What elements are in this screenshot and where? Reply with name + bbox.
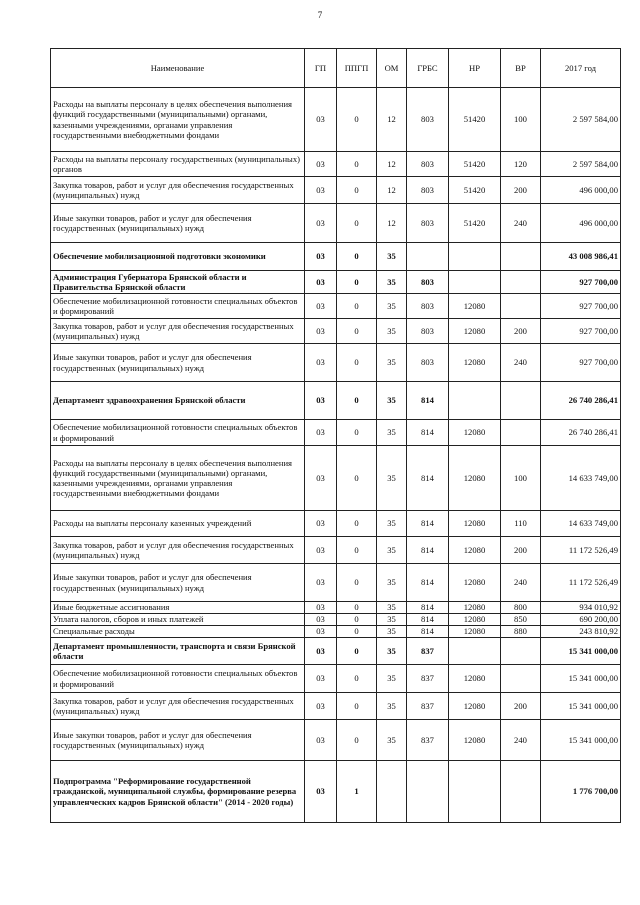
budget-table xyxy=(50,48,621,823)
cell-om: 35 xyxy=(377,614,407,626)
cell-vr: 200 xyxy=(501,177,541,204)
cell-vr xyxy=(501,382,541,420)
cell-name: Расходы на выплаты персоналу в целях обеспечения выполнения функций государственными (муниципальными) органами, казенными учреждениями, органами управления государственными внебюджетными фондами xyxy=(51,446,305,511)
cell-vr: 200 xyxy=(501,693,541,720)
cell-name: Иные закупки товаров, работ и услуг для обеспечения государственных (муниципальных) нужд xyxy=(51,344,305,382)
cell-gp: 03 xyxy=(305,152,337,177)
cell-grbs: 814 xyxy=(407,420,449,446)
cell-vr: 240 xyxy=(501,720,541,761)
cell-vr xyxy=(501,761,541,823)
cell-om: 35 xyxy=(377,720,407,761)
cell-vr: 200 xyxy=(501,537,541,564)
cell-sum: 496 000,00 xyxy=(541,204,621,243)
cell-name: Департамент промышленности, транспорта и связи Брянской области xyxy=(51,638,305,665)
cell-name: Расходы на выплаты персоналу государственных (муниципальных) органов xyxy=(51,152,305,177)
cell-grbs: 803 xyxy=(407,271,449,294)
cell-vr xyxy=(501,665,541,693)
cell-ppgp: 0 xyxy=(337,446,377,511)
cell-ppgp: 0 xyxy=(337,720,377,761)
cell-vr: 240 xyxy=(501,204,541,243)
cell-name: Иные бюджетные ассигнования xyxy=(51,602,305,614)
cell-name: Иные закупки товаров, работ и услуг для обеспечения государственных (муниципальных) нужд xyxy=(51,564,305,602)
cell-vr: 100 xyxy=(501,88,541,152)
cell-om: 35 xyxy=(377,665,407,693)
cell-sum: 927 700,00 xyxy=(541,319,621,344)
cell-gp: 03 xyxy=(305,382,337,420)
cell-nr xyxy=(449,271,501,294)
cell-nr: 12080 xyxy=(449,626,501,638)
cell-sum: 11 172 526,49 xyxy=(541,564,621,602)
cell-name: Обеспечение мобилизационной готовности специальных объектов и формирований xyxy=(51,665,305,693)
cell-om: 35 xyxy=(377,243,407,271)
cell-name: Уплата налогов, сборов и иных платежей xyxy=(51,614,305,626)
cell-name: Закупка товаров, работ и услуг для обеспечения государственных (муниципальных) нужд xyxy=(51,177,305,204)
cell-vr: 240 xyxy=(501,344,541,382)
cell-om: 12 xyxy=(377,177,407,204)
cell-sum: 15 341 000,00 xyxy=(541,665,621,693)
cell-nr: 12080 xyxy=(449,614,501,626)
cell-nr: 12080 xyxy=(449,693,501,720)
cell-gp: 03 xyxy=(305,564,337,602)
cell-vr: 850 xyxy=(501,614,541,626)
cell-ppgp: 0 xyxy=(337,693,377,720)
header-vr: ВР xyxy=(501,49,541,88)
cell-grbs: 803 xyxy=(407,344,449,382)
table-row xyxy=(51,177,621,204)
cell-name: Иные закупки товаров, работ и услуг для обеспечения государственных (муниципальных) нужд xyxy=(51,204,305,243)
cell-ppgp: 0 xyxy=(337,564,377,602)
cell-vr: 110 xyxy=(501,511,541,537)
cell-om: 35 xyxy=(377,564,407,602)
cell-nr xyxy=(449,243,501,271)
cell-name: Закупка товаров, работ и услуг для обеспечения государственных (муниципальных) нужд xyxy=(51,693,305,720)
cell-gp: 03 xyxy=(305,420,337,446)
cell-grbs: 803 xyxy=(407,294,449,319)
table-row xyxy=(51,294,621,319)
cell-nr: 12080 xyxy=(449,720,501,761)
cell-grbs xyxy=(407,243,449,271)
cell-gp: 03 xyxy=(305,344,337,382)
table-body xyxy=(51,88,621,823)
cell-ppgp: 0 xyxy=(337,294,377,319)
cell-vr xyxy=(501,271,541,294)
cell-ppgp: 0 xyxy=(337,537,377,564)
cell-nr: 51420 xyxy=(449,152,501,177)
cell-vr: 200 xyxy=(501,319,541,344)
table-row xyxy=(51,382,621,420)
cell-sum: 927 700,00 xyxy=(541,294,621,319)
cell-gp: 03 xyxy=(305,665,337,693)
cell-gp: 03 xyxy=(305,177,337,204)
cell-ppgp: 0 xyxy=(337,177,377,204)
cell-nr: 51420 xyxy=(449,204,501,243)
cell-nr: 12080 xyxy=(449,564,501,602)
cell-name: Обеспечение мобилизационной подготовки экономики xyxy=(51,243,305,271)
cell-om: 35 xyxy=(377,271,407,294)
cell-sum: 15 341 000,00 xyxy=(541,693,621,720)
cell-nr: 12080 xyxy=(449,420,501,446)
cell-gp: 03 xyxy=(305,614,337,626)
cell-nr: 12080 xyxy=(449,344,501,382)
cell-ppgp: 0 xyxy=(337,602,377,614)
cell-grbs: 814 xyxy=(407,614,449,626)
cell-sum: 26 740 286,41 xyxy=(541,420,621,446)
cell-sum: 11 172 526,49 xyxy=(541,537,621,564)
cell-grbs: 803 xyxy=(407,319,449,344)
cell-ppgp: 0 xyxy=(337,243,377,271)
table-row xyxy=(51,511,621,537)
cell-om: 35 xyxy=(377,626,407,638)
cell-grbs: 837 xyxy=(407,638,449,665)
cell-grbs: 814 xyxy=(407,564,449,602)
cell-ppgp: 0 xyxy=(337,614,377,626)
cell-gp: 03 xyxy=(305,319,337,344)
cell-grbs: 803 xyxy=(407,152,449,177)
cell-sum: 690 200,00 xyxy=(541,614,621,626)
cell-nr: 12080 xyxy=(449,665,501,693)
cell-name: Специальные расходы xyxy=(51,626,305,638)
cell-grbs: 803 xyxy=(407,204,449,243)
table-row xyxy=(51,564,621,602)
cell-ppgp: 0 xyxy=(337,420,377,446)
cell-nr: 12080 xyxy=(449,446,501,511)
cell-gp: 03 xyxy=(305,511,337,537)
cell-grbs: 814 xyxy=(407,602,449,614)
cell-name: Иные закупки товаров, работ и услуг для обеспечения государственных (муниципальных) нужд xyxy=(51,720,305,761)
cell-vr: 800 xyxy=(501,602,541,614)
cell-ppgp: 0 xyxy=(337,665,377,693)
cell-nr: 12080 xyxy=(449,294,501,319)
cell-sum: 14 633 749,00 xyxy=(541,511,621,537)
cell-vr xyxy=(501,294,541,319)
table-row xyxy=(51,638,621,665)
table-row xyxy=(51,420,621,446)
cell-gp: 03 xyxy=(305,294,337,319)
table-row xyxy=(51,152,621,177)
cell-sum: 927 700,00 xyxy=(541,344,621,382)
cell-ppgp: 0 xyxy=(337,204,377,243)
header-om: ОМ xyxy=(377,49,407,88)
cell-nr xyxy=(449,638,501,665)
table-row xyxy=(51,693,621,720)
cell-nr: 12080 xyxy=(449,319,501,344)
cell-vr: 100 xyxy=(501,446,541,511)
cell-om: 35 xyxy=(377,602,407,614)
table-row xyxy=(51,602,621,614)
cell-grbs: 814 xyxy=(407,446,449,511)
cell-name: Расходы на выплаты персоналу в целях обеспечения выполнения функций государственными (муниципальными) органами, казенными учреждениями, органами управления государственными внебюджетными фондами xyxy=(51,88,305,152)
cell-gp: 03 xyxy=(305,626,337,638)
header-year: 2017 год xyxy=(541,49,621,88)
cell-name: Расходы на выплаты персоналу казенных учреждений xyxy=(51,511,305,537)
cell-gp: 03 xyxy=(305,602,337,614)
cell-ppgp: 0 xyxy=(337,319,377,344)
cell-vr: 880 xyxy=(501,626,541,638)
cell-nr: 12080 xyxy=(449,511,501,537)
cell-sum: 26 740 286,41 xyxy=(541,382,621,420)
cell-vr xyxy=(501,638,541,665)
cell-vr: 120 xyxy=(501,152,541,177)
cell-sum: 1 776 700,00 xyxy=(541,761,621,823)
table-row xyxy=(51,204,621,243)
cell-sum: 15 341 000,00 xyxy=(541,638,621,665)
cell-sum: 14 633 749,00 xyxy=(541,446,621,511)
table-row xyxy=(51,446,621,511)
cell-gp: 03 xyxy=(305,720,337,761)
cell-sum: 934 010,92 xyxy=(541,602,621,614)
cell-gp: 03 xyxy=(305,446,337,511)
cell-ppgp: 0 xyxy=(337,271,377,294)
cell-grbs: 814 xyxy=(407,382,449,420)
table-row xyxy=(51,537,621,564)
header-nr: НР xyxy=(449,49,501,88)
cell-name: Департамент здравоохранения Брянской области xyxy=(51,382,305,420)
cell-ppgp: 0 xyxy=(337,626,377,638)
cell-ppgp: 0 xyxy=(337,344,377,382)
cell-grbs: 803 xyxy=(407,88,449,152)
cell-om: 35 xyxy=(377,638,407,665)
table-row xyxy=(51,614,621,626)
cell-name: Закупка товаров, работ и услуг для обеспечения государственных (муниципальных) нужд xyxy=(51,537,305,564)
table-row xyxy=(51,271,621,294)
table-row xyxy=(51,243,621,271)
cell-gp: 03 xyxy=(305,271,337,294)
cell-om: 35 xyxy=(377,420,407,446)
cell-sum: 243 810,92 xyxy=(541,626,621,638)
cell-vr xyxy=(501,243,541,271)
cell-nr: 51420 xyxy=(449,88,501,152)
cell-gp: 03 xyxy=(305,204,337,243)
cell-nr: 12080 xyxy=(449,602,501,614)
table-row xyxy=(51,720,621,761)
cell-sum: 927 700,00 xyxy=(541,271,621,294)
cell-sum: 15 341 000,00 xyxy=(541,720,621,761)
cell-ppgp: 0 xyxy=(337,88,377,152)
cell-nr xyxy=(449,382,501,420)
cell-nr xyxy=(449,761,501,823)
cell-name: Обеспечение мобилизационной готовности специальных объектов и формирований xyxy=(51,420,305,446)
header-row xyxy=(51,49,621,88)
table-row xyxy=(51,88,621,152)
cell-om: 35 xyxy=(377,537,407,564)
cell-om xyxy=(377,761,407,823)
table-row xyxy=(51,626,621,638)
cell-grbs xyxy=(407,761,449,823)
cell-ppgp: 0 xyxy=(337,511,377,537)
cell-om: 12 xyxy=(377,88,407,152)
cell-ppgp: 0 xyxy=(337,638,377,665)
table-row xyxy=(51,665,621,693)
cell-grbs: 803 xyxy=(407,177,449,204)
header-ppgp: ППГП xyxy=(337,49,377,88)
header-grbs: ГРБС xyxy=(407,49,449,88)
cell-grbs: 814 xyxy=(407,511,449,537)
cell-om: 35 xyxy=(377,446,407,511)
cell-ppgp: 0 xyxy=(337,152,377,177)
cell-vr: 240 xyxy=(501,564,541,602)
header-gp: ГП xyxy=(305,49,337,88)
cell-grbs: 837 xyxy=(407,665,449,693)
cell-sum: 496 000,00 xyxy=(541,177,621,204)
cell-grbs: 814 xyxy=(407,537,449,564)
cell-name: Закупка товаров, работ и услуг для обеспечения государственных (муниципальных) нужд xyxy=(51,319,305,344)
cell-om: 12 xyxy=(377,204,407,243)
table-row xyxy=(51,761,621,823)
cell-gp: 03 xyxy=(305,638,337,665)
cell-om: 35 xyxy=(377,693,407,720)
cell-grbs: 837 xyxy=(407,720,449,761)
cell-om: 35 xyxy=(377,319,407,344)
cell-nr: 12080 xyxy=(449,537,501,564)
cell-gp: 03 xyxy=(305,761,337,823)
cell-gp: 03 xyxy=(305,243,337,271)
cell-om: 12 xyxy=(377,152,407,177)
cell-sum: 2 597 584,00 xyxy=(541,88,621,152)
cell-nr: 51420 xyxy=(449,177,501,204)
cell-name: Обеспечение мобилизационной готовности специальных объектов и формирований xyxy=(51,294,305,319)
header-name: Наименование xyxy=(51,49,305,88)
cell-name: Подпрограмма "Реформирование государственной гражданской, муниципальной службы, формирование резерва управленческих кадров Брянской области" (2014 - 2020 годы) xyxy=(51,761,305,823)
page-number: 7 xyxy=(317,10,323,20)
cell-sum: 2 597 584,00 xyxy=(541,152,621,177)
cell-om: 35 xyxy=(377,511,407,537)
cell-gp: 03 xyxy=(305,693,337,720)
cell-ppgp: 0 xyxy=(337,382,377,420)
table-row xyxy=(51,344,621,382)
table-row xyxy=(51,319,621,344)
cell-grbs: 837 xyxy=(407,693,449,720)
cell-grbs: 814 xyxy=(407,626,449,638)
cell-ppgp: 1 xyxy=(337,761,377,823)
cell-gp: 03 xyxy=(305,88,337,152)
cell-om: 35 xyxy=(377,344,407,382)
cell-sum: 43 008 986,41 xyxy=(541,243,621,271)
cell-vr xyxy=(501,420,541,446)
cell-gp: 03 xyxy=(305,537,337,564)
cell-om: 35 xyxy=(377,382,407,420)
cell-name: Администрация Губернатора Брянской области и Правительства Брянской области xyxy=(51,271,305,294)
cell-om: 35 xyxy=(377,294,407,319)
